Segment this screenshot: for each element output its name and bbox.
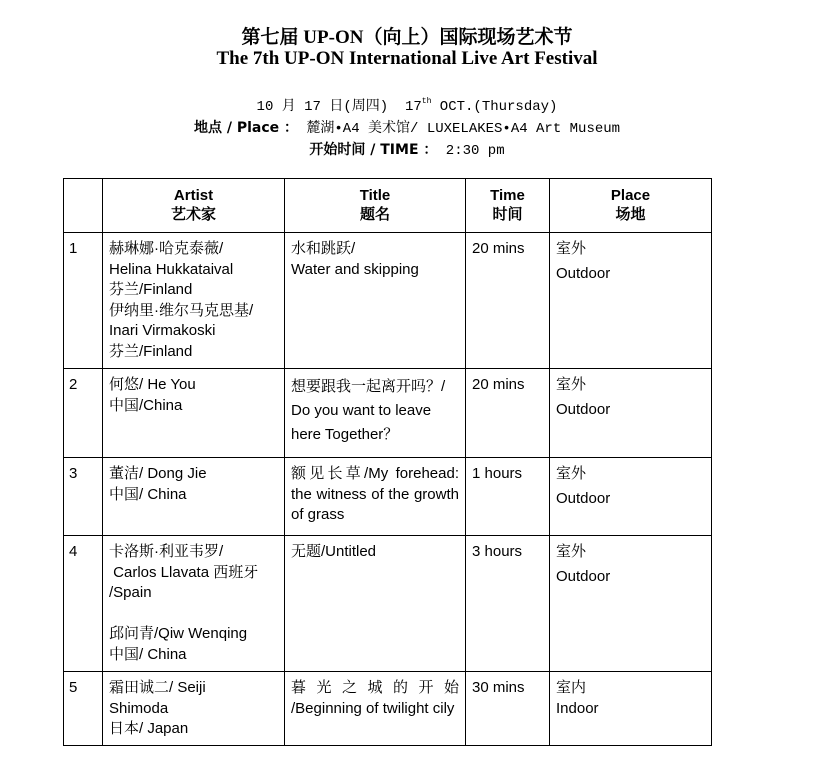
date-english: OCT.(Thursday) — [431, 99, 558, 115]
title-chinese: 第七届 UP-ON（向上）国际现场艺术节 — [241, 27, 573, 48]
time-line — [0, 139, 814, 159]
schedule-table — [63, 178, 712, 746]
row-number: 2 — [64, 369, 103, 458]
row-place: 室外 Outdoor — [550, 233, 712, 369]
table-row — [64, 672, 712, 746]
header-number — [64, 179, 103, 233]
row-place: 室外 Outdoor — [550, 536, 712, 672]
row-time: 3 hours — [466, 536, 550, 672]
row-time: 20 mins — [466, 369, 550, 458]
row-title: 额见长草/My forehead: the witness of the growth of grass — [285, 458, 466, 536]
title-english: The 7th UP-ON International Live Art Festival — [216, 48, 598, 69]
place-value: 麓湖•A4 美术馆/ LUXELAKES•A4 Art Museum — [306, 121, 621, 137]
row-title: 无题/Untitled — [285, 536, 466, 672]
row-place: 室外 Outdoor — [550, 369, 712, 458]
row-title: 想要跟我一起离开吗？/ Do you want to leave here Together？ — [285, 369, 466, 458]
table-row — [64, 536, 712, 672]
row-place: 室内 Indoor — [550, 672, 712, 746]
row-place: 室外 Outdoor — [550, 458, 712, 536]
time-label: 开始时间 / TIME ： — [309, 142, 438, 158]
row-time: 20 mins — [466, 233, 550, 369]
row-time: 1 hours — [466, 458, 550, 536]
table-header-row — [64, 179, 712, 233]
row-title: 水和跳跃/ Water and skipping — [285, 233, 466, 369]
row-artist: 董洁/ Dong Jie 中国/ China — [103, 458, 285, 536]
date-chinese: 10 月 17 日(周四) — [256, 99, 389, 115]
row-artist: 霜田诚二/ Seiji Shimoda 日本/ Japan — [103, 672, 285, 746]
header-time: Time 时间 — [466, 179, 550, 233]
table-row — [64, 369, 712, 458]
table-row — [64, 458, 712, 536]
row-number: 3 — [64, 458, 103, 536]
row-artist: 赫琳娜·哈克泰薇/ Helina Hukkataival 芬兰/Finland 伊纳里·维尔马克思基/ Inari Virmakoski 芬兰/Finland — [103, 233, 285, 369]
date-day: 17 — [404, 99, 422, 115]
time-value: 2:30 pm — [445, 143, 505, 159]
header-place: Place 场地 — [550, 179, 712, 233]
date-line — [0, 95, 814, 115]
row-number: 4 — [64, 536, 103, 672]
row-title: 暮光之城的开始 /Beginning of twilight cily — [285, 672, 466, 746]
place-line — [0, 117, 814, 137]
row-artist: 卡洛斯·利亚韦罗/ Carlos Llavata 西班牙 /Spain 邱问青/Qiw Wenqing 中国/ China — [103, 536, 285, 672]
row-number: 1 — [64, 233, 103, 369]
date-suffix: th — [421, 97, 432, 106]
row-time: 30 mins — [466, 672, 550, 746]
table-row — [64, 233, 712, 369]
header-title: Title 题名 — [285, 179, 466, 233]
header-artist: Artist 艺术家 — [103, 179, 285, 233]
row-artist: 何悠/ He You 中国/China — [103, 369, 285, 458]
place-label: 地点 / Place ： — [193, 120, 298, 136]
row-number: 5 — [64, 672, 103, 746]
